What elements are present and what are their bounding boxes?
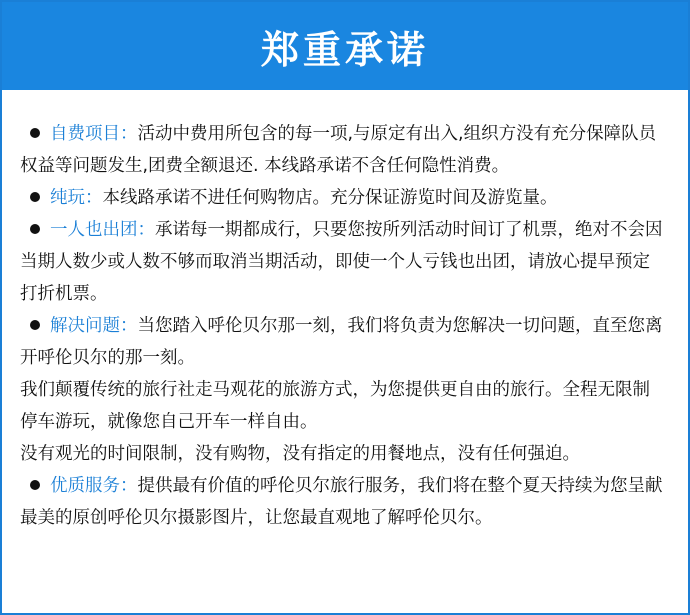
item-label: 自费项目： bbox=[50, 124, 138, 144]
item-pure-tour bbox=[20, 182, 666, 214]
item-label: 纯玩： bbox=[50, 188, 103, 208]
item-text: 当您踏入呼伦贝尔那一刻，我们将负责为您解决一切问题，直至您离开呼伦贝尔的那一刻。 bbox=[20, 316, 663, 368]
bullet-icon bbox=[30, 192, 40, 202]
item-self-paid bbox=[20, 118, 666, 182]
bullet-icon bbox=[30, 128, 40, 138]
bullet-icon bbox=[30, 224, 40, 234]
item-text: 承诺每一期都成行，只要您按所列活动时间订了机票，绝对不会因当期人数少或人数不够而取消当期活动，即使一个人亏钱也出团，请放心提早预定打折机票。 bbox=[20, 220, 663, 304]
no-restriction-paragraph: 没有观光的时间限制，没有购物，没有指定的用餐地点，没有任何强迫。 bbox=[20, 444, 580, 464]
item-one-person-tour bbox=[20, 214, 666, 310]
item-text: 提供最有价值的呼伦贝尔旅行服务，我们将在整个夏天持续为您呈献最美的原创呼伦贝尔摄影图片，让您最直观地了解呼伦贝尔。 bbox=[20, 476, 663, 528]
item-label: 一人也出团： bbox=[50, 220, 155, 240]
item-text: 本线路承诺不进任何购物店。充分保证游览时间及游览量。 bbox=[102, 188, 558, 208]
free-travel-paragraph: 我们颠覆传统的旅行社走马观花的旅游方式，为您提供更自由的旅行。全程无限制停车游玩，就像您自己开车一样自由。 bbox=[20, 380, 650, 432]
item-quality-service bbox=[20, 470, 666, 534]
page-title: 郑重承诺 bbox=[260, 27, 429, 72]
bullet-icon bbox=[30, 320, 40, 330]
item-label: 优质服务： bbox=[50, 476, 138, 496]
promise-content bbox=[2, 90, 688, 534]
item-solve-problems bbox=[20, 310, 666, 374]
bullet-icon bbox=[30, 480, 40, 490]
header-banner bbox=[2, 2, 688, 90]
item-label: 解决问题： bbox=[50, 316, 138, 336]
item-text: 活动中费用所包含的每一项,与原定有出入,组织方没有充分保障队员权益等问题发生,团费全额退还. 本线路承诺不含任何隐性消费。 bbox=[20, 124, 657, 176]
